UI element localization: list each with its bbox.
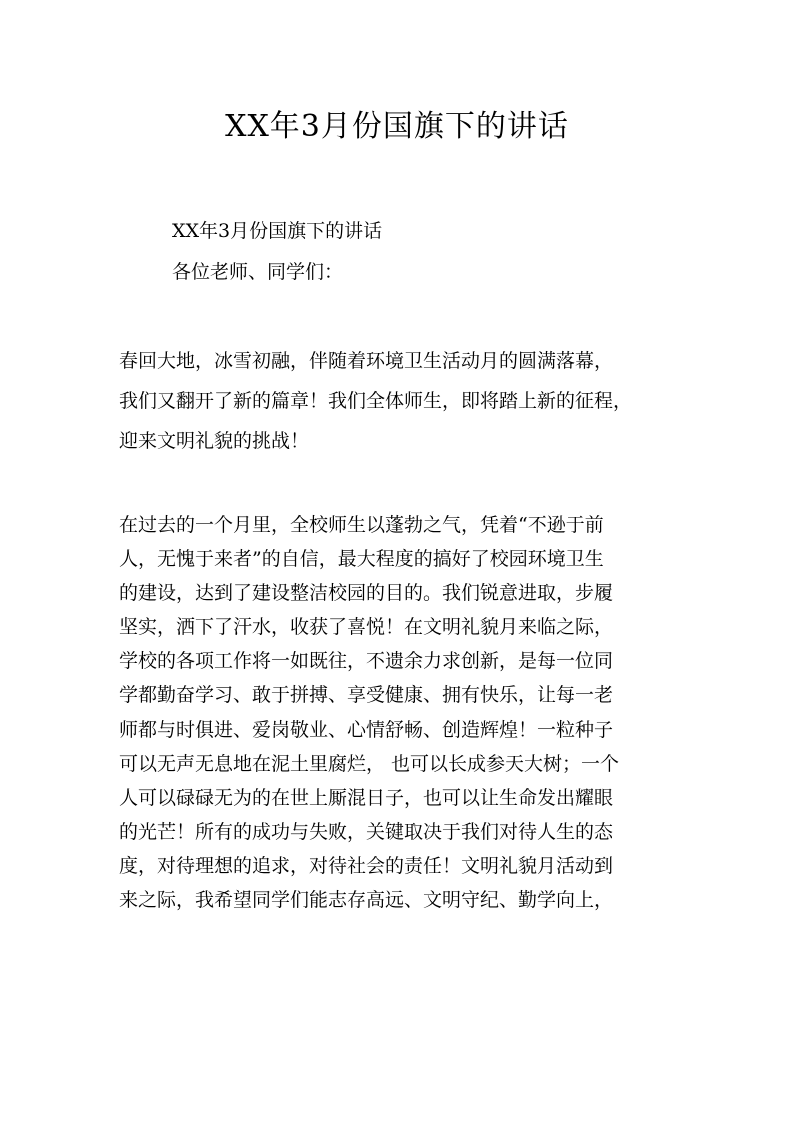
paragraph-line: 的建设，达到了建设整洁校园的目的。我们锐意进取，步履 [119, 582, 614, 605]
document-subtitle: XX年3月份国旗下的讲话 [172, 220, 383, 242]
paragraph-line: 坚实，洒下了汗水，收获了喜悦！在文明礼貌月来临之际， [119, 616, 614, 639]
paragraph-2 [119, 508, 699, 917]
paragraph-line: 人，无愧于来者”的自信，最大程度的搞好了校园环境卫生 [119, 548, 604, 571]
paragraph-line: 师都与时俱进、爱岗敬业、心情舒畅、创造辉煌！一粒种子 [119, 718, 614, 741]
paragraph-line: 我们又翻开了新的篇章！我们全体师生，即将踏上新的征程， [119, 390, 633, 412]
paragraph-line: 来之际，我希望同学们能志存高远、文明守纪、勤学向上， [119, 889, 614, 912]
paragraph-line: 可以无声无息地在泥土里腐烂， 也可以长成参天大树；一个 [119, 752, 620, 775]
paragraph-line: 学都勤奋学习、敢于拼搏、享受健康、拥有快乐，让每一老 [119, 684, 614, 707]
paragraph-line: 迎来文明礼貌的挑战！ [119, 430, 310, 452]
paragraph-line: 的光芒！所有的成功与失败，关键取决于我们对待人生的态 [119, 820, 614, 843]
document-title: XX年3月份国旗下的讲话 [225, 109, 569, 144]
paragraph-line: 在过去的一个月里，全校师生以蓬勃之气，凭着“不逊于前 [119, 514, 604, 536]
paragraph-1 [119, 341, 699, 461]
paragraph-line: 度，对待理想的追求，对待社会的责任！文明礼貌月活动到 [119, 854, 614, 877]
paragraph-line: 人可以碌碌无为的在世上厮混日子，也可以让生命发出耀眼 [119, 786, 614, 809]
greeting: 各位老师、同学们： [172, 261, 344, 283]
paragraph-line: 学校的各项工作将一如既往，不遗余力求创新，是每一位同 [119, 650, 614, 673]
paragraph-line: 春回大地，冰雪初融，伴随着环境卫生活动月的圆满落幕， [119, 350, 614, 372]
